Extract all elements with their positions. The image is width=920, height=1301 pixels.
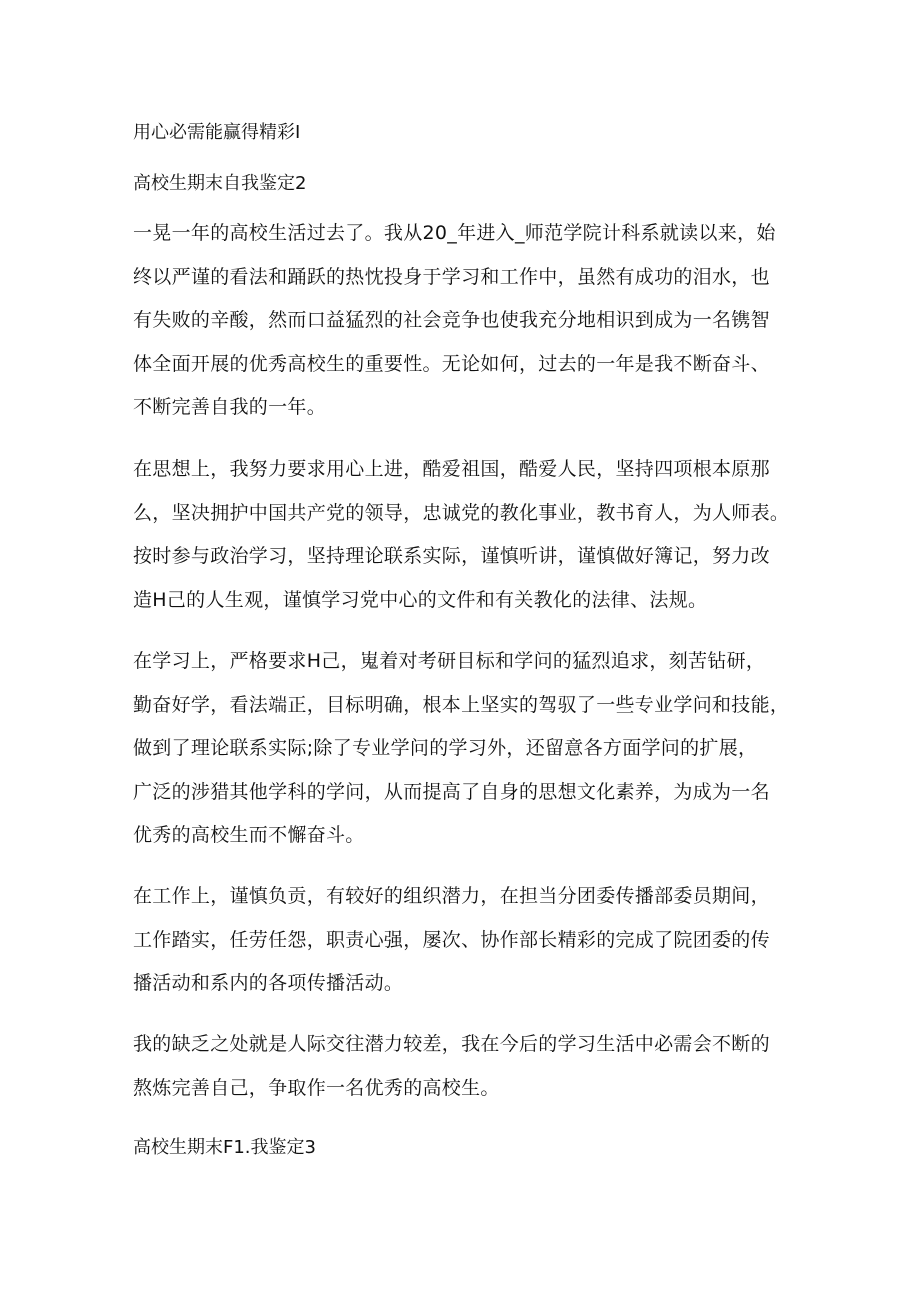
paragraph-line: 勤奋好学，看法端正，目标明确，根本上坚实的驾驭了一些专业学问和技能，: [133, 693, 790, 716]
paragraph-thought: [133, 448, 793, 622]
section-heading-2-text: 高校生期末自我鉴定2: [133, 173, 307, 194]
paragraph-line: 在工作上，谨慎负贡，有较好的组织潜力，在担当分团委传播部委员期间，: [133, 885, 770, 907]
paragraph-line: 我的缺乏之处就是人际交往潜力较差，我在今后的学习生活中必需会不断的: [133, 1033, 770, 1055]
paragraph-line: 做到了理论联系实际;除了专业学问的学习外，还留意各方面学问的扩展，: [133, 737, 758, 759]
top-line-text: 用心必需能赢得精彩I: [133, 122, 301, 143]
paragraph-line: 终以严谨的看法和踊跃的热忱投身于学习和工作中，虽然有成功的泪水，也: [133, 265, 770, 288]
paragraph-intro: [133, 212, 793, 430]
paragraph-line: 优秀的高校生而不懈奋斗。: [133, 824, 365, 846]
paragraph-study: [133, 640, 793, 858]
paragraph-line: 在思想上，我努力要求用心上进，酷爱祖国，酷爱人民，坚持四项根本原那: [133, 458, 770, 480]
section-heading-2: [133, 162, 793, 206]
paragraph-line: 广泛的涉猎其他学科的学问，从而提高了自身的思想文化素养，为成为一名: [133, 780, 770, 803]
paragraph-line: 造H己的人生观，谨慎学习党中心的文件和有关教化的法律、法规。: [133, 588, 708, 611]
paragraph-line: 不断完善自我的一年。: [133, 396, 327, 418]
top-line: [133, 111, 793, 155]
paragraph-shortcoming: [133, 1023, 793, 1110]
paragraph-work: [133, 875, 793, 1006]
section-heading-3-text: 高校生期末F1.我鉴定3: [133, 1137, 316, 1158]
section-heading-3: [133, 1126, 793, 1170]
paragraph-line: 一晃一年的高校生活过去了。我从20_年进入_师范学院计科系就读以来，始: [133, 222, 776, 244]
paragraph-line: 按时参与政治学习，坚持理论联系实际，谨慎听讲，谨慎做好簿记，努力改: [133, 545, 770, 567]
paragraph-line: 工作踏实，任劳任怨，职责心强，屡次、协作部长精彩的完成了院团委的传: [133, 928, 770, 951]
paragraph-line: 体全面开展的优秀高校生的重要性。无论如何，过去的一年是我不断奋斗、: [133, 352, 770, 375]
paragraph-line: 么，坚决拥护中国共产党的领导，忠诚党的教化事业，教书育人，为人师表。: [133, 501, 790, 524]
paragraph-line: 有失败的辛酸，然而口益猛烈的社会竞争也使我充分地相识到成为一名镌智: [133, 309, 770, 331]
paragraph-line: 在学习上，严格要求H己，嵬着对考研目标和学问的猛烈追求，刻苦钻研，: [133, 650, 766, 672]
paragraph-line: 熬炼完善自己，争取作一名优秀的高校生。: [133, 1076, 500, 1099]
paragraph-line: 播活动和系内的各项传播活动。: [133, 972, 404, 994]
